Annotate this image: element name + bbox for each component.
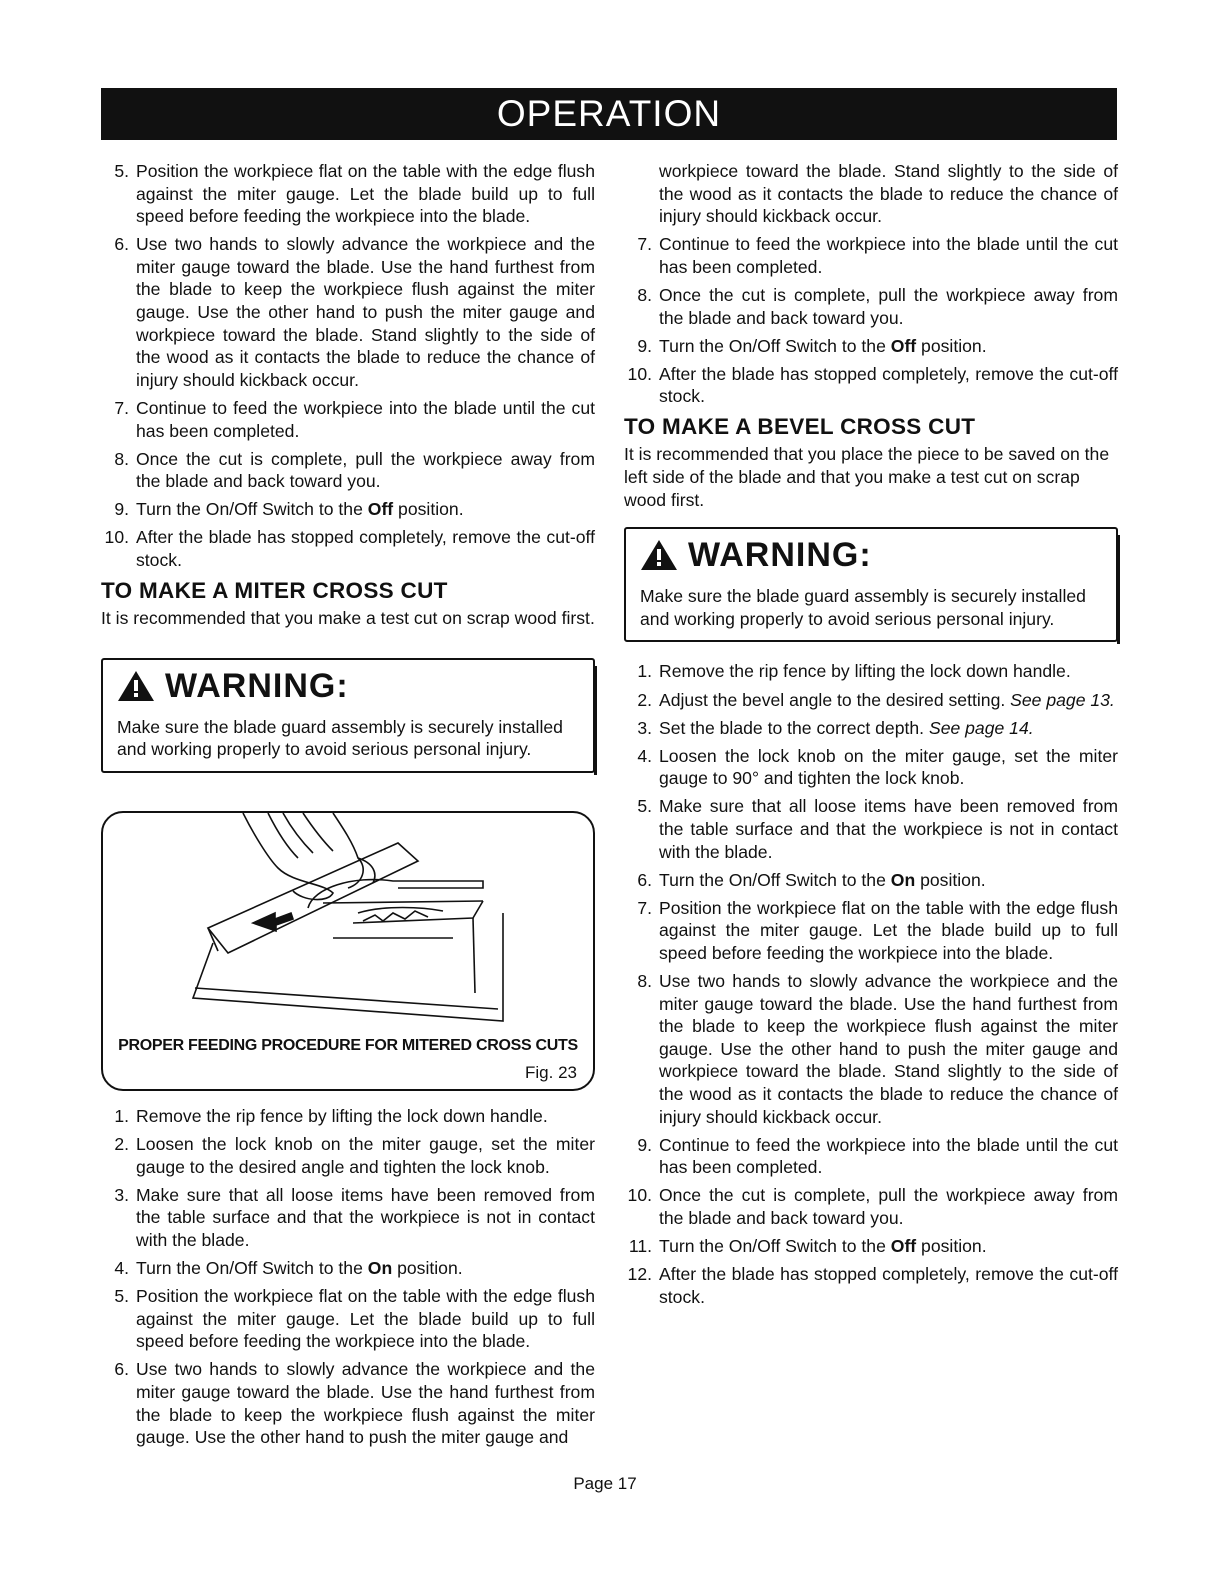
bevel-steps-list <box>624 660 1118 1308</box>
list-item <box>101 1133 595 1178</box>
warning-box <box>101 658 595 773</box>
list-item <box>101 1184 595 1252</box>
list-number: 9. <box>637 335 652 356</box>
list-text: Once the cut is complete, pull the workpiece away from the blade and back toward you. <box>659 284 1118 328</box>
list-text: Turn the On/Off Switch to the On position. <box>659 869 986 890</box>
list-number: 1. <box>114 1105 129 1126</box>
list-item <box>101 233 595 391</box>
list-text: Adjust the bevel angle to the desired setting. See page 13. <box>659 689 1115 710</box>
list-number: 7. <box>637 897 652 918</box>
list-number: 9. <box>637 1134 652 1155</box>
list-text: Position the workpiece flat on the table with the edge flush against the miter gauge. Let the blade build up to full speed before feeding the workpiece into the blade. <box>136 161 595 227</box>
list-number: 3. <box>637 717 652 738</box>
list-item <box>624 689 1118 712</box>
warning-title: WARNING: <box>688 536 872 575</box>
bevel-cross-cut-heading: TO MAKE A BEVEL CROSS CUT <box>624 414 976 440</box>
list-text: After the blade has stopped completely, remove the cut-off stock. <box>659 363 1118 407</box>
list-item <box>624 717 1118 740</box>
list-number: 11. <box>628 1236 652 1257</box>
procedure-list-continued <box>624 233 1118 408</box>
section-header: OPERATION <box>101 88 1117 140</box>
warning-text: Make sure the blade guard assembly is securely installed and working properly to avoid serious personal injury. <box>640 586 1086 629</box>
list-text: Turn the On/Off Switch to the Off position. <box>136 499 464 520</box>
list-text: Set the blade to the correct depth. See page 14. <box>659 717 1034 738</box>
list-text: Once the cut is complete, pull the workpiece away from the blade and back toward you. <box>136 448 595 492</box>
list-text: Position the workpiece flat on the table with the edge flush against the miter gauge. Let the blade build up to full speed before feeding the workpiece into the blade. <box>136 1286 595 1352</box>
list-text: Turn the On/Off Switch to the On position. <box>136 1257 463 1278</box>
list-item <box>624 1184 1118 1229</box>
list-text: Loosen the lock knob on the miter gauge, set the miter gauge to the desired angle and tighten the lock knob. <box>136 1133 595 1177</box>
list-item <box>101 1358 595 1448</box>
list-text: Loosen the lock knob on the miter gauge, set the miter gauge to 90° and tighten the lock knob. <box>659 745 1118 789</box>
list-text: Make sure that all loose items have been removed from the table surface and that the workpiece is not in contact with the blade. <box>659 796 1118 862</box>
list-text: Position the workpiece flat on the table with the edge flush against the miter gauge. Let the blade build up to full speed before feeding the workpiece into the blade. <box>659 897 1118 963</box>
list-text: Use two hands to slowly advance the workpiece and the miter gauge toward the blade. Use the hand furthest from the blade to keep the workpiece flush against the miter gauge. Use the other hand to push the miter gauge and workpiece toward the blade. Stand slightly to the side of the wood as it contacts the blade to reduce the chance of injury should kickback occur. <box>136 234 595 390</box>
list-item <box>101 160 595 228</box>
miter-cross-cut-illustration <box>183 813 523 1028</box>
list-text: Remove the rip fence by lifting the lock down handle. <box>659 661 1071 682</box>
list-item <box>101 1105 595 1128</box>
list-item <box>624 745 1118 790</box>
list-item <box>624 1134 1118 1179</box>
list-number: 5. <box>114 161 129 181</box>
list-item <box>101 498 595 521</box>
list-text: Continue to feed the workpiece into the blade until the cut has been completed. <box>659 1134 1118 1178</box>
list-item <box>101 526 595 571</box>
list-item <box>624 660 1118 683</box>
list-number: 2. <box>637 689 652 710</box>
list-item <box>624 897 1118 965</box>
list-item <box>624 284 1118 329</box>
list-item <box>624 233 1118 278</box>
list-number: 4. <box>637 745 652 766</box>
list-item <box>624 363 1118 408</box>
right-column <box>624 160 1118 1314</box>
list-number: 12. <box>627 1264 652 1285</box>
list-text: Remove the rip fence by lifting the lock down handle. <box>136 1105 548 1126</box>
list-number: 7. <box>114 397 129 418</box>
list-item <box>624 795 1118 863</box>
list-item <box>624 1263 1118 1308</box>
list-number: 1. <box>637 661 652 682</box>
list-text: Make sure that all loose items have been removed from the table surface and that the workpiece is not in contact with the blade. <box>136 1184 595 1250</box>
list-number: 4. <box>114 1257 129 1278</box>
list-number: 6. <box>114 1359 129 1380</box>
list-text: Turn the On/Off Switch to the Off position. <box>659 335 987 356</box>
list-item-continuation: workpiece toward the blade. Stand slightly to the side of the wood as it contacts the blade to reduce the chance of injury should kickback occur. <box>659 161 1118 227</box>
list-number: 5. <box>114 1286 129 1307</box>
list-item <box>624 869 1118 892</box>
list-number: 8. <box>637 284 652 305</box>
bevel-intro-text: It is recommended that you place the piece to be saved on the left side of the blade and that you make a test cut on scrap wood first. <box>624 444 1110 510</box>
list-number: 10. <box>627 363 652 384</box>
miter-steps-list <box>101 1105 595 1449</box>
figure-number: Fig. 23 <box>525 1062 577 1082</box>
miter-intro-text: It is recommended that you make a test cut on scrap wood first. <box>101 608 595 629</box>
list-text: Continue to feed the workpiece into the blade until the cut has been completed. <box>136 397 595 441</box>
warning-box <box>624 527 1118 642</box>
warning-triangle-icon <box>640 539 678 571</box>
list-item <box>624 1235 1118 1258</box>
page-number: Page 17 <box>573 1474 637 1493</box>
list-number: 3. <box>114 1184 129 1205</box>
miter-cross-cut-heading: TO MAKE A MITER CROSS CUT <box>101 578 448 604</box>
warning-text: Make sure the blade guard assembly is securely installed and working properly to avoid serious personal injury. <box>117 716 563 760</box>
list-item <box>101 1285 595 1353</box>
warning-triangle-icon <box>117 670 155 702</box>
list-number: 6. <box>114 234 129 255</box>
list-number: 10. <box>627 1185 652 1206</box>
list-item <box>101 1257 595 1280</box>
list-text: After the blade has stopped completely, remove the cut-off stock. <box>136 527 595 570</box>
list-item <box>101 397 595 442</box>
list-item <box>624 335 1118 358</box>
list-number: 6. <box>637 869 652 890</box>
list-number: 2. <box>114 1133 129 1154</box>
list-text: After the blade has stopped completely, remove the cut-off stock. <box>659 1264 1118 1307</box>
list-number: 9. <box>114 499 129 520</box>
warning-title: WARNING: <box>165 666 349 705</box>
left-column <box>101 160 595 1454</box>
list-text: Continue to feed the workpiece into the blade until the cut has been completed. <box>659 234 1118 277</box>
list-number: 5. <box>637 796 652 817</box>
list-text: Once the cut is complete, pull the workpiece away from the blade and back toward you. <box>659 1185 1118 1228</box>
list-number: 7. <box>637 234 652 255</box>
list-item <box>624 970 1118 1128</box>
procedure-list <box>101 160 595 572</box>
list-number: 8. <box>637 971 652 992</box>
list-text: Turn the On/Off Switch to the Off position. <box>659 1236 987 1257</box>
list-text: Use two hands to slowly advance the workpiece and the miter gauge toward the blade. Use the hand furthest from the blade to keep the workpiece flush against the miter gauge. Use the other hand to push the miter gauge and <box>136 1359 595 1448</box>
list-number: 10. <box>104 527 129 548</box>
list-text: Use two hands to slowly advance the workpiece and the miter gauge toward the blade. Use the hand furthest from the blade to keep the workpiece flush against the miter gauge. Use the other hand to push the miter gauge and workpiece toward the blade. Stand slightly to the side of the wood as it contacts the blade to reduce the chance of injury should kickback occur. <box>659 971 1118 1127</box>
list-number: 8. <box>114 448 129 469</box>
figure-23-box <box>101 811 595 1091</box>
figure-caption: PROPER FEEDING PROCEDURE FOR MITERED CROSS CUTS <box>118 1036 578 1054</box>
list-item <box>101 448 595 493</box>
